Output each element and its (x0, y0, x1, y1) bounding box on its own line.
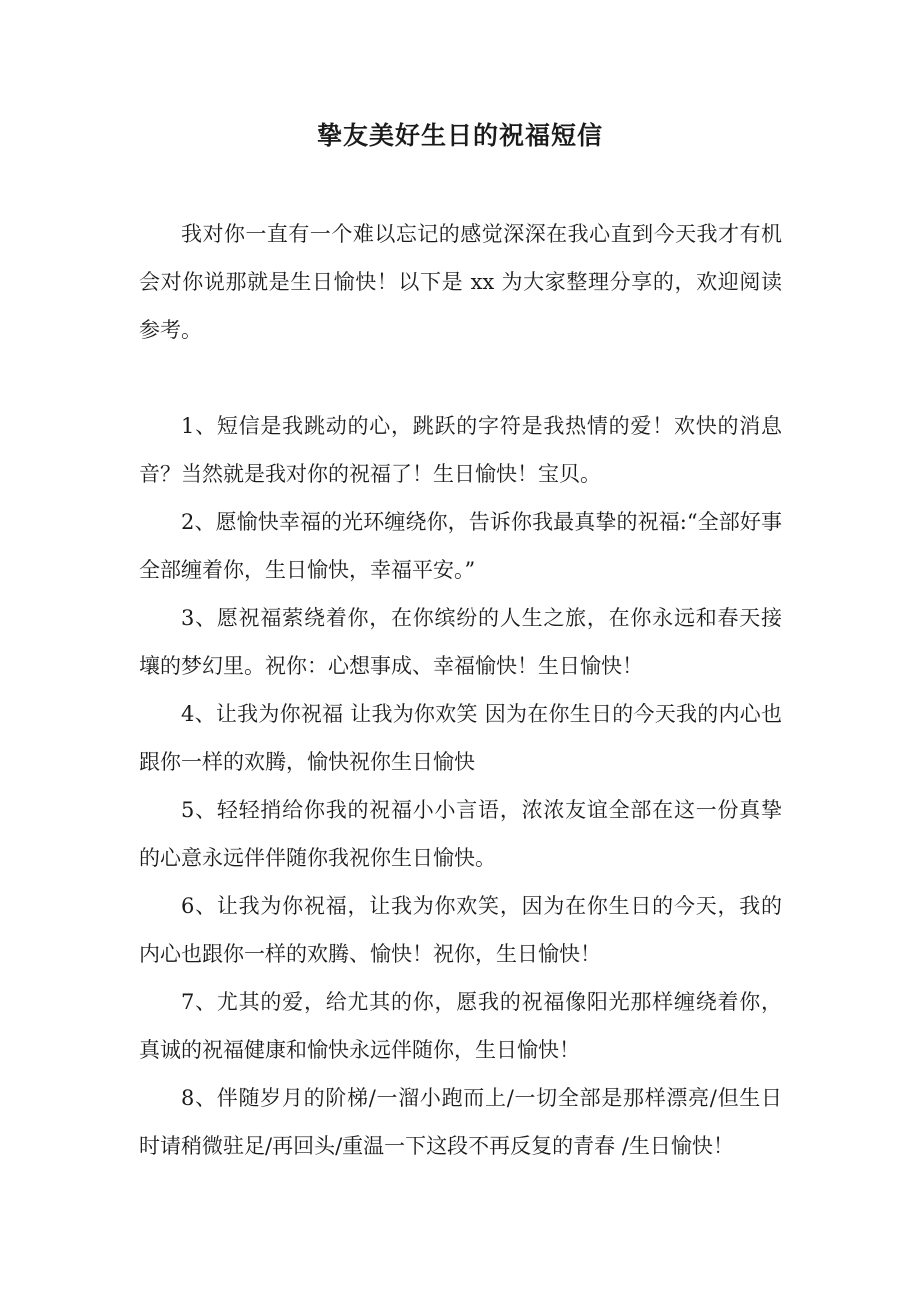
wish-item-3: 3、愿祝福萦绕着你，在你缤纷的人生之旅，在你永远和春天接壤的梦幻里。祝你：心想事成、幸福愉快！生日愉快！ (139, 606, 782, 678)
wish-item-7: 7、尤其的爱，给尤其的你，愿我的祝福像阳光那样缠绕着你，真诚的祝福健康和愉快永远伴随你，生日愉快！ (139, 990, 782, 1062)
wish-item-1: 1、短信是我跳动的心，跳跃的字符是我热情的爱！欢快的消息音？当然就是我对你的祝福了！生日愉快！宝贝。 (139, 414, 782, 486)
wish-item-4: 4、让我为你祝福 让我为你欢笑 因为在你生日的今天我的内心也跟你一样的欢腾，愉快祝你生日愉快 (139, 702, 782, 774)
wish-item-5: 5、轻轻捎给你我的祝福小小言语，浓浓友谊全部在这一份真挚的心意永远伴伴随你我祝你生日愉快。 (139, 798, 782, 870)
wish-item-6: 6、让我为你祝福，让我为你欢笑，因为在你生日的今天，我的内心也跟你一样的欢腾、愉快！祝你，生日愉快！ (139, 894, 782, 966)
intro-paragraph: 我对你一直有一个难以忘记的感觉深深在我心直到今天我才有机会对你说那就是生日愉快！以下是 xx 为大家整理分享的，欢迎阅读参考。 (139, 222, 782, 342)
document-body (139, 210, 782, 1170)
wish-item-8: 8、伴随岁月的阶梯/一溜小跑而上/一切全部是那样漂亮/但生日时请稍微驻足/再回头/重温一下这段不再反复的青春 /生日愉快！ (139, 1086, 782, 1158)
wish-item-2: 2、愿愉快幸福的光环缠绕你，告诉你我最真挚的祝福:“全部好事全部缠着你，生日愉快，幸福平安。” (139, 510, 782, 582)
document-title: 挚友美好生日的祝福短信 (316, 121, 603, 150)
